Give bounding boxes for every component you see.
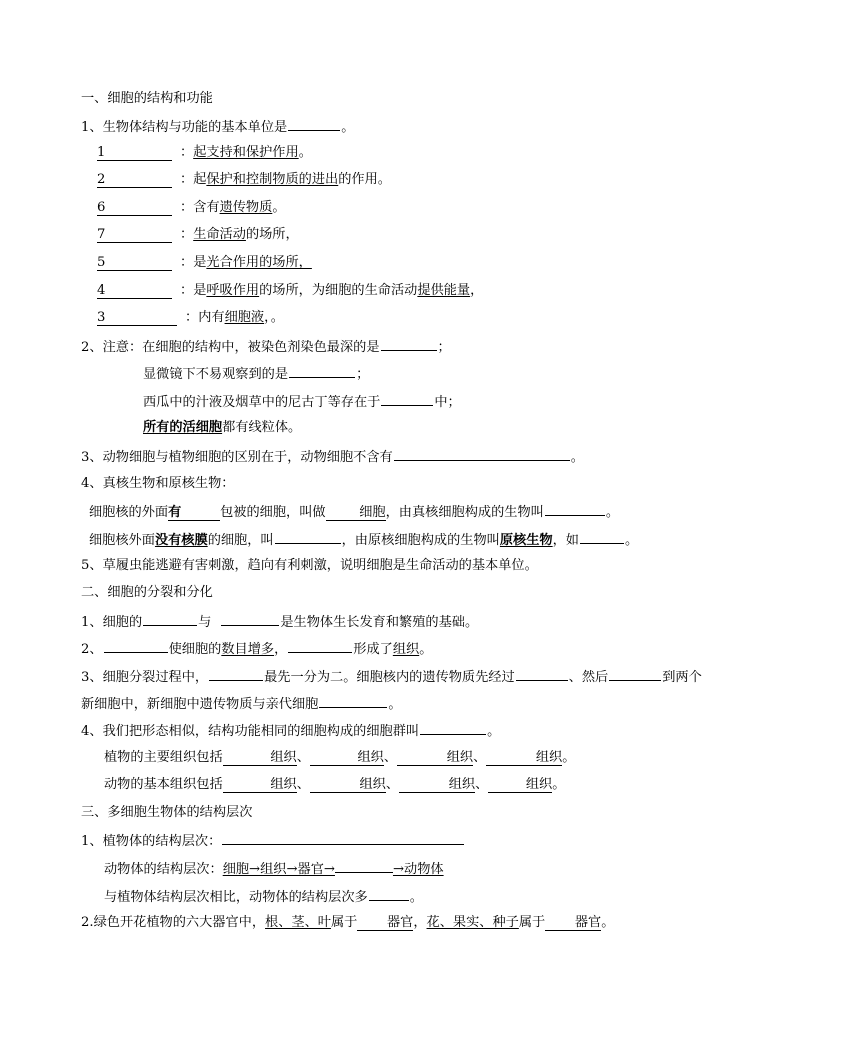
sep: ： (180, 172, 194, 187)
answer-blank-filled[interactable]: 组织 (399, 777, 475, 793)
s2-q3-line2 (81, 694, 402, 714)
s3-q1-b (104, 859, 444, 879)
s1-item-1 (97, 144, 312, 162)
text: 属于 (330, 915, 358, 930)
text: 动物体的结构层次： (104, 862, 223, 877)
underlined-text: 数目增多 (221, 642, 275, 657)
s1-q2-a (81, 337, 451, 357)
answer-blank-filled[interactable]: 组织 (223, 777, 297, 793)
s1-q1 (81, 117, 354, 137)
answer-blank-filled[interactable]: 组织 (488, 777, 552, 793)
heading-text: 二、细胞的分裂和分化 (81, 585, 213, 600)
s1-q4-line1 (89, 502, 619, 522)
text: 细胞核外面 (89, 533, 155, 548)
post: ，。 (264, 310, 284, 325)
answer-blank-filled[interactable]: 有 (168, 505, 220, 521)
underlined-text: 细胞液 (224, 310, 265, 325)
heading-text: 一、细胞的结构和功能 (81, 91, 213, 106)
text: 使细胞的 (168, 642, 222, 657)
answer-blank[interactable] (335, 859, 393, 873)
answer-blank[interactable] (288, 117, 340, 131)
sep: ： (180, 145, 194, 160)
q-text: 显微镜下不易观察到的是 (143, 367, 289, 382)
s1-item-7 (97, 226, 299, 244)
text: 形成了 (353, 642, 393, 657)
answer-blank-filled[interactable]: 细胞 (326, 505, 386, 521)
s1-q2-b (143, 364, 369, 384)
s2-q3-line1 (81, 667, 702, 687)
answer-blank-filled[interactable]: 组织 (310, 750, 384, 766)
sep: ： (180, 255, 194, 270)
s1-q5 (81, 557, 538, 575)
answer-blank[interactable] (394, 447, 570, 461)
section-1-heading (81, 90, 213, 108)
section-2-heading (81, 584, 213, 602)
bold-text: 原核生物 (499, 533, 553, 548)
text: 。 (552, 777, 566, 792)
answer-blank[interactable] (545, 502, 605, 516)
post-2: ， (470, 283, 484, 298)
s1-item-2 (97, 171, 391, 189)
text: 新细胞中，新细胞中遗传物质与亲代细胞 (81, 697, 319, 712)
q-text: 都有线粒体。 (222, 420, 302, 435)
answer-blank[interactable] (381, 392, 433, 406)
text: 1、植物体的结构层次： (81, 834, 222, 849)
section-3-heading (81, 804, 252, 822)
item-number[interactable]: 1 (97, 145, 172, 161)
s1-item-6 (97, 199, 286, 217)
underlined-text: 遗传物质 (219, 200, 273, 215)
text: ， (274, 642, 288, 657)
text: 与 (198, 615, 212, 630)
answer-blank-filled[interactable]: 组织 (397, 750, 473, 766)
underlined-text: 保护和控制物质的进出 (206, 172, 339, 187)
text: 到两个 (662, 670, 702, 685)
underlined-text: 细胞→组织→器官→ (222, 862, 335, 877)
text: 、然后 (568, 670, 609, 685)
s1-item-5 (97, 254, 312, 272)
s2-q1 (81, 612, 478, 632)
text: 。 (487, 724, 501, 739)
s1-q2-c (143, 392, 461, 412)
q-end: 中； (434, 395, 461, 410)
answer-blank[interactable] (289, 364, 355, 378)
s1-q3 (81, 447, 584, 467)
text: 。 (625, 533, 639, 548)
answer-blank-filled[interactable]: 组织 (486, 750, 562, 766)
answer-blank[interactable] (275, 530, 341, 544)
pre: 是 (193, 283, 207, 298)
answer-blank[interactable] (516, 667, 568, 681)
s2-q2 (81, 639, 432, 659)
text: 、 (296, 777, 310, 792)
text: 3、细胞分裂过程中， (81, 670, 209, 685)
s3-q1-c (104, 887, 423, 907)
q-text: 1、生物体结构与功能的基本单位是 (81, 120, 288, 135)
text: 动物的基本组织包括 (104, 777, 223, 792)
underlined-text: 组织 (392, 642, 420, 657)
answer-blank[interactable] (369, 887, 409, 901)
post: 的场所，为细胞的生命活动 (259, 283, 418, 298)
post: 的作用。 (338, 172, 391, 187)
text: 植物的主要组织包括 (104, 750, 223, 765)
text: 、 (383, 750, 398, 765)
underlined-text: →动物体 (392, 862, 444, 877)
text: 2、 (81, 642, 103, 657)
sep: ： (185, 310, 199, 325)
answer-blank-filled[interactable]: 组织 (223, 750, 297, 766)
answer-blank[interactable] (609, 667, 661, 681)
post: 。 (298, 145, 312, 160)
item-number[interactable]: 3 (97, 310, 177, 326)
text: ，如 (552, 533, 579, 548)
answer-blank[interactable] (221, 612, 279, 626)
q-end: 。 (341, 120, 355, 135)
text: 与植物体结构层次相比，动物体的结构层次多 (104, 890, 368, 905)
text: 4、我们把形态相似，结构功能相同的细胞构成的细胞群叫 (81, 724, 420, 739)
answer-blank-filled[interactable]: 器官 (357, 915, 413, 931)
text: 2.绿色开花植物的六大器官中， (81, 915, 266, 930)
s1-q4-heading (81, 475, 234, 493)
s2-q4-plant (104, 749, 575, 767)
item-number[interactable]: 2 (97, 172, 172, 188)
pre: 含有 (193, 200, 220, 215)
q-text: 2、注意：在细胞的结构中，被染色剂染色最深的是 (81, 340, 380, 355)
text: 、 (473, 750, 487, 765)
q-text: 3、动物细胞与植物细胞的区别在于，动物细胞不含有 (81, 450, 393, 465)
text: 属于 (518, 915, 546, 930)
underlined-text: 光合作用的场所， (206, 255, 312, 270)
text: 的细胞，叫 (207, 533, 274, 548)
sep: ： (180, 200, 194, 215)
text: 、 (296, 750, 310, 765)
text: 。 (388, 697, 402, 712)
q-end: ； (356, 367, 370, 382)
item-number[interactable]: 5 (97, 255, 172, 271)
text: 、 (385, 777, 400, 792)
s1-item-3 (97, 309, 284, 327)
q-text: 西瓜中的汁液及烟草中的尼古丁等存在于 (143, 395, 381, 410)
bold-text: 没有核膜 (154, 533, 208, 548)
answer-blank[interactable] (209, 667, 263, 681)
answer-blank[interactable] (381, 337, 437, 351)
s3-q2 (81, 914, 614, 932)
answer-blank-filled[interactable]: 器官 (545, 915, 601, 931)
answer-blank[interactable] (143, 612, 197, 626)
text: 。 (562, 750, 576, 765)
pre: 是 (193, 255, 207, 270)
text: 细胞核的外面 (89, 505, 169, 520)
text: 是生物体生长发育和繁殖的基础。 (280, 615, 479, 630)
text: ， (413, 915, 427, 930)
item-number[interactable]: 4 (97, 283, 172, 299)
q-end: 。 (570, 450, 584, 465)
text: 、 (475, 777, 489, 792)
s2-q4-animal (104, 776, 565, 794)
bold-text: 所有的活细胞 (143, 420, 223, 435)
post: 。 (272, 200, 286, 215)
heading-text: 三、多细胞生物体的结构层次 (81, 805, 253, 820)
text: 。 (419, 642, 433, 657)
pre: 内有 (198, 310, 225, 325)
s1-item-4 (97, 282, 483, 300)
answer-blank[interactable] (288, 639, 352, 653)
q-end: ； (437, 340, 451, 355)
sep: ： (180, 283, 194, 298)
underlined-text: 起支持和保护作用 (193, 145, 299, 160)
underlined-text: 花、果实、种子 (426, 915, 519, 930)
item-number[interactable]: 6 (97, 200, 172, 216)
s3-q1-a (81, 831, 465, 851)
answer-blank-filled[interactable]: 组织 (310, 777, 386, 793)
answer-blank[interactable] (319, 694, 387, 708)
q-text: 4、真核生物和原核生物： (81, 476, 235, 491)
text: 最先一分为二。细胞核内的遗传物质先经过 (264, 670, 515, 685)
post: 的场所， (245, 227, 299, 242)
underlined-text-2: 提供能量 (417, 283, 471, 298)
underlined-text: 生命活动 (193, 227, 246, 242)
item-number[interactable]: 7 (97, 227, 172, 243)
underlined-text: 根、茎、叶 (265, 915, 331, 930)
text: 包被的细胞，叫做 (220, 505, 326, 520)
s1-q4-line2 (89, 530, 638, 550)
text: ，由真核细胞构成的生物叫 (385, 505, 544, 520)
answer-blank[interactable] (104, 639, 168, 653)
text: 。 (409, 890, 423, 905)
text: 1、细胞的 (81, 615, 143, 630)
sep: ： (180, 227, 194, 242)
text: 。 (601, 915, 615, 930)
answer-blank[interactable] (580, 530, 624, 544)
q-text: 5、草履虫能逃避有害刺激，趋向有利刺激，说明细胞是生命活动的基本单位。 (81, 558, 538, 573)
answer-blank[interactable] (420, 721, 486, 735)
answer-blank[interactable] (222, 831, 464, 845)
s1-q2-d (143, 419, 301, 437)
pre: 起 (193, 172, 207, 187)
underlined-text: 呼吸作用 (206, 283, 260, 298)
s2-q4 (81, 721, 500, 741)
text: ，由原核细胞构成的生物叫 (341, 533, 500, 548)
text: 。 (605, 505, 620, 520)
